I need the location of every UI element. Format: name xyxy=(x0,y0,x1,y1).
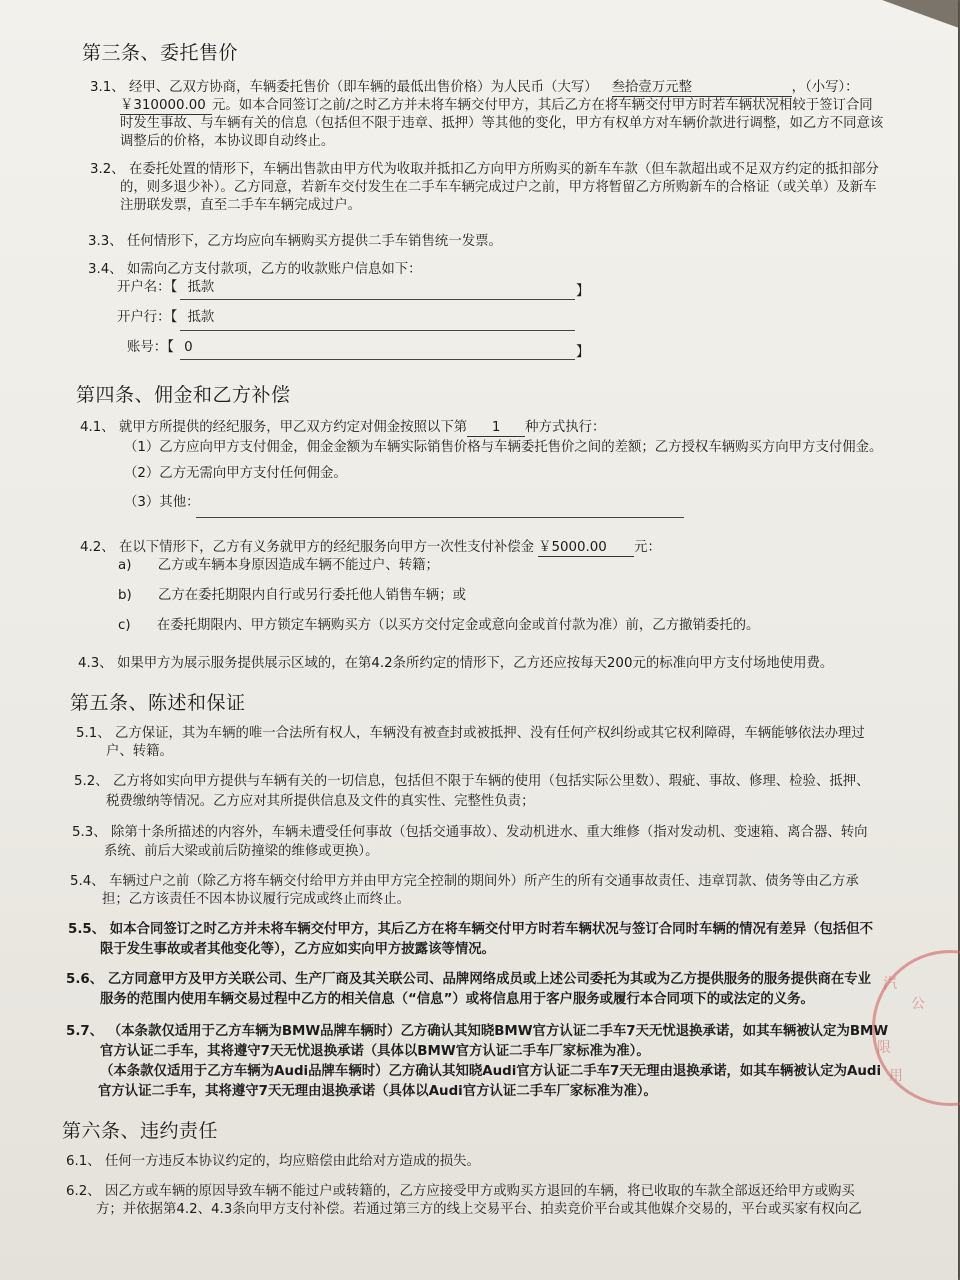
clause-5-6: 5.6、 乙方同意甲方及甲方关联公司、生产厂商及其关联公司、品牌网络成员或上述公司委托为其或为乙方提供服务的服务提供商在专业 xyxy=(66,972,872,987)
case-b-label: b) xyxy=(118,588,132,603)
clause-3-1-text-b: 元。如本合同签订之前/之时乙方并未将车辆交付甲方，其后乙方在将车辆交付甲方时若车辆状况相较于签订合同 xyxy=(212,98,873,113)
page-fold xyxy=(868,0,958,28)
clause-5-1-line2: 户、转籍。 xyxy=(106,744,173,759)
clause-5-7-line3: （本条款仅适用于乙方车辆为Audi品牌车辆时）乙方确认其知晓Audi官方认证二手车7天无理由退换承诺，如其车辆被认定为Audi xyxy=(100,1064,882,1079)
clause-5-7-line4: 官方认证二手车，其将遵守7天无理由退换承诺（具体以Audi官方认证二手车厂家标准为准）。 xyxy=(98,1084,657,1099)
clause-4-3: 4.3、 如果甲方为展示服务提供展示区域的，在第4.2条所约定的情形下，乙方还应按每天200元的标准向甲方支付场地使用费。 xyxy=(78,656,834,671)
case-a-label: a) xyxy=(118,558,132,573)
account-number-label: 账号：【 xyxy=(127,340,174,355)
clause-4-2-text-b: 元： xyxy=(634,540,661,555)
case-b xyxy=(118,588,466,604)
clause-3-1 xyxy=(90,80,859,97)
clause-6-2: 6.2、 因乙方或车辆的原因导致车辆不能过户或转籍的，乙方应接受甲方或购买方退回的车辆，将已收取的车款全部返还给甲方或购买 xyxy=(66,1184,855,1199)
case-c xyxy=(118,618,759,634)
company-seal xyxy=(872,950,960,1106)
account-name-underline xyxy=(180,299,575,300)
clause-3-3: 3.3、 任何情形下，乙方均应向车辆购买方提供二手车销售统一发票。 xyxy=(88,234,502,249)
clause-3-2: 3.2、 在委托处置的情形下，车辆出售款由甲方代为收取并抵扣乙方向甲方所购买的新车车款（但车款超出或不足双方约定的抵扣部分 xyxy=(90,162,879,177)
clause-3-2-line2: 的，则多退少补）。乙方同意，若新车交付发生在二手车车辆完成过户之前，甲方将暂留乙方所购新车的合格证（或关单）及新车 xyxy=(120,180,877,195)
clause-3-1-text: 3.1、 经甲、乙双方协商，车辆委托售价（即车辆的最低出售价格）为人民币（大写） xyxy=(90,80,598,95)
clause-5-5-line2: 限于发生事故或者其他变化等），乙方应如实向甲方披露该等情况。 xyxy=(100,942,496,957)
price-in-words: 叁拾壹万元整 xyxy=(612,80,792,97)
clause-5-6-line2: 服务的范围内使用车辆交易过程中乙方的相关信息（“信息”）或将信息用于客户服务或履行本合同项下的或法定的义务。 xyxy=(100,992,814,1007)
commission-option-3: （3）其他： xyxy=(124,495,200,510)
clause-6-1: 6.1、 任何一方违反本协议约定的，均应赔偿由此给对方造成的损失。 xyxy=(66,1154,480,1169)
option-3-underline xyxy=(196,517,684,518)
clause-4-1-text: 4.1、 就甲方所提供的经纪服务，甲乙双方约定对佣金按照以下第 xyxy=(80,420,468,435)
case-a xyxy=(118,558,439,574)
clause-5-4-line2: 担；乙方该责任不因本协议履行完成或终止而终止。 xyxy=(102,892,410,907)
compensation-amount: ￥5000.00 xyxy=(538,540,634,557)
clause-4-1-text-b: 种方式执行： xyxy=(525,420,606,435)
clause-4-2-text: 4.2、 在以下情形下，乙方有义务就甲方的经纪服务向甲方一次性支付补偿金 xyxy=(80,540,535,555)
commission-option-2: （2）乙方无需向甲方支付任何佣金。 xyxy=(124,466,347,481)
account-bank-value: 抵款 xyxy=(187,310,215,325)
seal-char-4: 用 xyxy=(889,1068,903,1084)
seal-char-2: 公 xyxy=(911,996,925,1012)
account-bank-row xyxy=(117,310,214,326)
clause-3-1-line4: 调整后的价格，本协议即自动终止。 xyxy=(120,134,335,149)
price-in-figures: ￥310000.00 xyxy=(120,98,212,115)
section-3-title: 第三条、委托售价 xyxy=(82,42,239,64)
section-6-title: 第六条、违约责任 xyxy=(62,1120,219,1142)
case-c-label: c) xyxy=(118,618,131,633)
account-name-close: 】 xyxy=(576,284,590,299)
case-b-text: 乙方在委托期限内自行或另行委托他人销售车辆；或 xyxy=(158,588,466,603)
clause-5-7-line2: 官方认证二手车，其将遵守7天无忧退换承诺（具体以BMW官方认证二手车厂家标准为准）。 xyxy=(100,1044,650,1059)
clause-5-2: 5.2、 乙方将如实向甲方提供与车辆有关的一切信息，包括但不限于车辆的使用（包括实际公里数）、瑕疵、事故、修理、检验、抵押、 xyxy=(74,774,870,789)
seal-char-1: 汽 xyxy=(883,976,897,992)
clause-5-3: 5.3、 除第十条所描述的内容外，车辆未遭受任何事故（包括交通事故）、发动机进水、重大维修（指对发动机、变速箱、离合器、转向 xyxy=(72,825,868,840)
clause-5-7: 5.7、 （本条款仅适用于乙方车辆为BMW品牌车辆时）乙方确认其知晓BMW官方认证二手车7天无忧退换承诺，如其车辆被认定为BMW xyxy=(66,1024,889,1039)
account-number-underline xyxy=(180,359,575,360)
account-name-label: 开户名：【 xyxy=(117,280,178,295)
commission-option-1: （1）乙方应向甲方支付佣金，佣金金额为车辆实际销售价格与车辆委托售价之间的差额；乙方授权车辆购买方向甲方支付佣金。 xyxy=(124,440,883,455)
clause-3-2-line3: 注册联发票，直至二手车车辆完成过户。 xyxy=(120,198,362,213)
clause-5-3-line2: 系统、前后大梁或前后防撞梁的维修或更换）。 xyxy=(104,844,379,859)
clause-5-4: 5.4、 车辆过户之前（除乙方将车辆交付给甲方并由甲方完全控制的期间外）所产生的所有交通事故责任、违章罚款、债务等由乙方承 xyxy=(70,874,859,889)
account-number-row xyxy=(127,340,193,356)
clause-4-2 xyxy=(80,540,661,557)
clause-4-1 xyxy=(80,420,605,437)
account-number-close: 】 xyxy=(576,345,590,360)
section-5-title: 第五条、陈述和保证 xyxy=(70,692,246,714)
clause-5-1: 5.1、 乙方保证，其为车辆的唯一合法所有权人，车辆没有被查封或被抵押、没有任何产权纠纷或其它权利障碍，车辆能够依法办理过 xyxy=(76,726,865,741)
price-small-label: ，（小写）： xyxy=(791,80,859,95)
account-name-row xyxy=(117,280,214,296)
clause-3-1-line3: 时发生事故、与车辆有关的信息（包括但不限于违章、抵押）等其他的变化，甲方有权单方对车辆价款进行调整，如乙方不同意该 xyxy=(120,116,884,131)
clause-5-2-line2: 税费缴纳等情况。乙方应对其所提供信息及文件的真实性、完整性负责； xyxy=(106,794,535,809)
section-4-title: 第四条、佣金和乙方补偿 xyxy=(76,384,291,406)
commission-option: 1 xyxy=(467,420,525,437)
clause-5-5: 5.5、 如本合同签订之时乙方并未将车辆交付甲方，其后乙方在将车辆交付甲方时若车辆状况与签订合同时车辆的情况有差异（包括但不 xyxy=(68,922,874,937)
case-c-text: 在委托期限内、甲方锁定车辆购买方（以买方交付定金或意向金或首付款为准）前，乙方撤销委托的。 xyxy=(156,618,760,633)
account-name-value: 抵款 xyxy=(187,280,215,295)
account-bank-underline xyxy=(180,330,575,331)
clause-3-4: 3.4、 如需向乙方支付款项，乙方的收款账户信息如下： xyxy=(88,262,422,277)
case-a-text: 乙方或车辆本身原因造成车辆不能过户、转籍； xyxy=(157,558,439,573)
account-number-value: 0 xyxy=(184,340,193,355)
account-bank-label: 开户行：【 xyxy=(117,310,178,325)
clause-6-2-line2: 方；并依据第4.2、4.3条向甲方支付补偿。若通过第三方的线上交易平台、拍卖竞价平台或其他媒介交易的，平台或买家有权向乙 xyxy=(96,1202,862,1217)
clause-3-1-line2 xyxy=(120,98,873,115)
seal-char-3: 限 xyxy=(877,1040,891,1056)
